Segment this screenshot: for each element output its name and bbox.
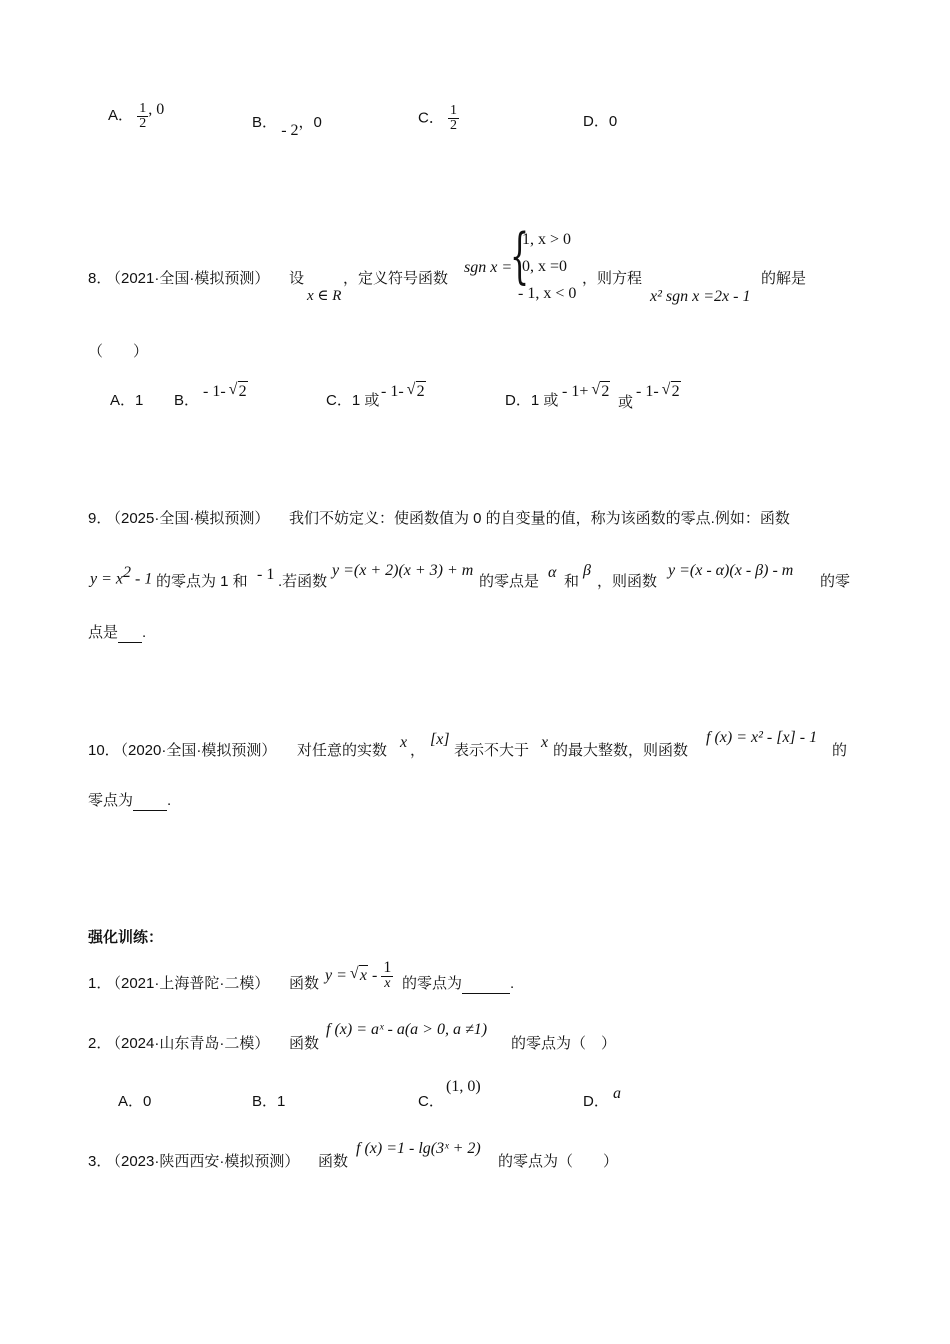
t2-option-b: B．1	[252, 1093, 286, 1110]
t1-fraction: $\frac{1}{x}$	[383, 959, 392, 991]
q7-option-a-fraction: $\frac{1}{2}$	[139, 100, 147, 131]
q10-bracket-x: [x]	[430, 731, 450, 748]
q8-option-d: D．1 或	[505, 392, 559, 409]
q8-equation: x² sgn x =2x - 1	[650, 288, 751, 305]
q8-option-d-expr1: - 1+ √ 2	[562, 381, 610, 401]
sqrt-symbol: √ 2	[592, 381, 610, 401]
q9-beta: β	[583, 562, 591, 579]
q9-number: 9．	[88, 510, 112, 527]
q10-number: 10．	[88, 742, 120, 759]
t2-option-d-expr: a	[613, 1085, 621, 1102]
t3-equation: f (x) =1 - lg(3ˣ + 2)	[356, 1140, 481, 1157]
q9-minus-one: - 1	[257, 566, 275, 583]
t3-text: 函数	[318, 1153, 349, 1170]
q7-option-b: B． - 2，0	[252, 114, 322, 139]
q8-option-a: A．1	[110, 392, 144, 409]
t1-equation: y = √ x - $\frac{1}{x}$	[325, 960, 393, 991]
q9-text: 的零点是	[479, 573, 540, 590]
q8-number: 8．	[88, 270, 112, 287]
q9-eq3: y =(x - α)(x - β) - m	[668, 562, 794, 579]
q8-text: ，定义符号函数	[343, 270, 449, 287]
q9-text: .若函数	[278, 573, 328, 590]
q8-option-b: B．	[174, 392, 200, 409]
q9-text: 和	[564, 573, 580, 590]
q9-alpha: α	[548, 564, 557, 581]
t1-source: （2021·上海普陀·二模）	[106, 975, 270, 992]
sqrt-symbol: √ 2	[663, 381, 681, 401]
q8-option-c: C．1 或	[326, 392, 380, 409]
q10-text: 的最大整数，则函数	[553, 742, 689, 759]
t1-answer-blank[interactable]	[462, 975, 510, 994]
q10-text: 的	[832, 742, 848, 759]
t2-option-d: D．	[583, 1093, 609, 1110]
q9-text: 的零	[820, 573, 851, 590]
q7-option-c: C． $\frac{1}{2}$	[418, 103, 458, 133]
q8-option-b-expr: - 1- √ 2	[203, 381, 248, 401]
q9-answer-blank[interactable]	[118, 624, 142, 643]
q9-text: ，则函数	[597, 573, 658, 590]
t2-option-a: A．0	[118, 1093, 152, 1110]
q7-option-d: D．0	[583, 113, 618, 130]
t1-text: 函数	[289, 975, 320, 992]
q10-text: 表示不大于	[454, 742, 530, 759]
q8-left-brace: {	[510, 221, 530, 291]
q10-line2: 零点为 .	[88, 792, 172, 809]
q10-answer-blank[interactable]	[133, 792, 167, 811]
q9-line3: 点是 .	[88, 624, 147, 641]
t2-text: 函数	[289, 1035, 320, 1052]
t1-tail: 的零点为 .	[402, 975, 515, 992]
q10-source: （2020·全国·模拟预测）	[113, 742, 277, 759]
q9-source: （2025·全国·模拟预测）	[106, 510, 270, 527]
q8-text: 的解是	[761, 270, 807, 287]
q10-text: ，	[410, 742, 426, 759]
q10-x: x	[541, 734, 549, 751]
q8-x-in-r: x ∈ R	[307, 288, 342, 304]
q8-option-d-expr2: - 1- √ 2	[636, 381, 681, 401]
t2-equation: f (x) = aˣ - a(a > 0, a ≠1)	[326, 1021, 488, 1038]
q9-text: 的零点为 1 和	[156, 573, 248, 590]
sqrt-symbol: √ 2	[230, 381, 248, 401]
t3-text: 的零点为（ ）	[498, 1153, 619, 1170]
sqrt-symbol: √ 2	[408, 381, 426, 401]
t2-option-c: C．	[418, 1093, 444, 1110]
q8-option-d-or: 或	[618, 394, 634, 411]
q8-text: 设	[289, 270, 305, 287]
q8-source: （2021·全国·模拟预测）	[106, 270, 270, 287]
sqrt-symbol: √ x	[351, 965, 368, 985]
q8-case-1: 1, x > 0	[522, 231, 572, 248]
t2-number: 2．	[88, 1035, 112, 1052]
q10-x: x	[400, 734, 408, 751]
t2-option-c-expr: (1, 0)	[446, 1078, 481, 1095]
q7-option-c-fraction: $\frac{1}{2}$	[450, 103, 458, 133]
t3-number: 3．	[88, 1153, 112, 1170]
q8-text: ，则方程	[582, 270, 643, 287]
q8-case-3: - 1, x < 0	[518, 285, 577, 302]
q9-line1: 我们不妨定义：使函数值为 0 的自变量的值，称为该函数的零点.例如：函数	[289, 510, 790, 527]
q10-text: 对任意的实数	[297, 742, 388, 759]
t1-number: 1．	[88, 975, 112, 992]
q8-case-2: 0, x =0	[522, 258, 568, 275]
q8-option-c-expr: - 1- √ 2	[381, 381, 426, 401]
q7-option-a: A． $\frac{1}{2}$ , 0	[108, 100, 165, 131]
t2-source: （2024·山东青岛·二模）	[106, 1035, 270, 1052]
q9-eq2: y =(x + 2)(x + 3) + m	[332, 562, 474, 579]
t3-source: （2023·陕西西安·模拟预测）	[106, 1153, 300, 1170]
q8-sgn-lhs: sgn x =	[464, 259, 513, 276]
t2-text: 的零点为（ ）	[511, 1035, 617, 1052]
q9-eq1: $y = x^2 - 1$	[90, 564, 153, 588]
q8-paren: （ ）	[88, 343, 149, 360]
section-title: 强化训练：	[88, 929, 164, 946]
q10-eq: f (x) = x² - [x] - 1	[706, 729, 818, 746]
